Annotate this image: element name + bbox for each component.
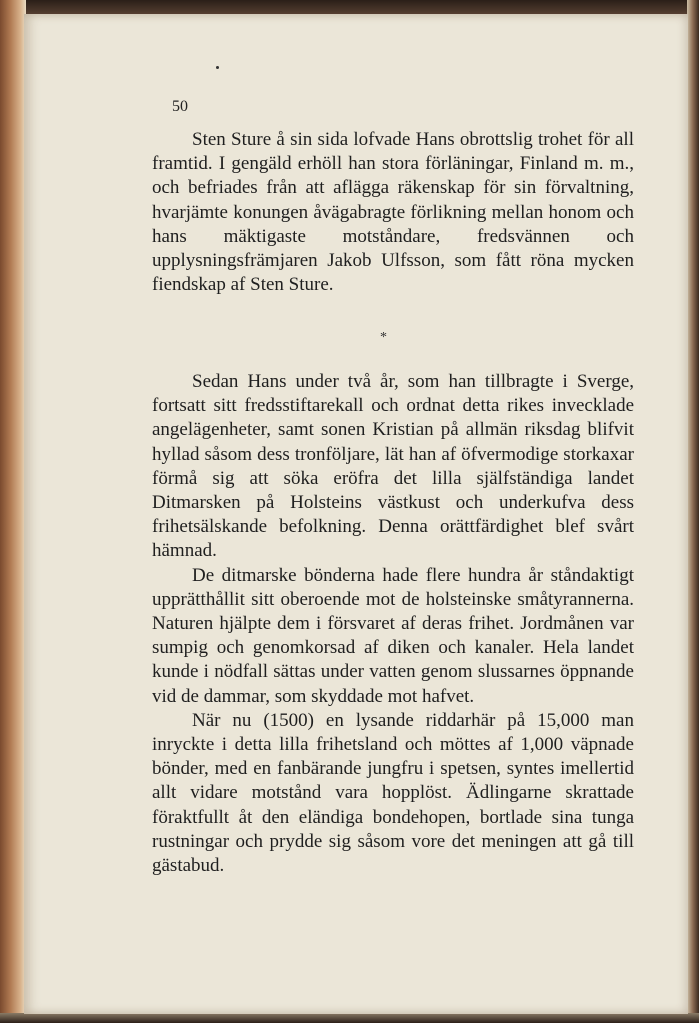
book-right-edge [687, 0, 699, 1023]
paragraph: Sten Sture å sin sida lofvade Hans obrottslig trohet för all framtid. I gengäld erhöll han stora förläningar, Finland m. m., och befriades från att aflägga räkenskap för sin förvaltning, hvarjämte konungen åvägabragte förlikning mellan honom och hans mäktigaste motståndare, fredsvännen och upplysningsfrämjaren Jakob Ulfsson, som fått röna mycken fiendskap af Sten Sture. [152, 129, 634, 296]
paragraph: När nu (1500) en lysande riddarhär på 15,000 man inryckte i detta lilla frihetsland och möttes af 1,000 väpnade bönder, med en fanbärande jungfru i spetsen, syntes imellertid allt vidare motstånd vara hopplöst. Ädlingarne skrattade föraktfullt åt den eländiga bondehopen, bortlade sina tunga rustningar och prydde sig såsom vore det meningen att gå till gästabud. [152, 709, 634, 877]
page-number: 50 [172, 98, 188, 115]
book-bottom-edge [0, 1013, 699, 1023]
ink-speck [216, 66, 219, 69]
page-sheet [24, 14, 688, 1014]
text-block-top [152, 128, 634, 297]
text-block-bottom [152, 370, 634, 878]
paragraph: De ditmarske bönderna hade flere hundra år ståndaktigt upprätthållit sitt oberoende mot de holsteinske småtyrannerna. Naturen hjälpte dem i försvaret af deras frihet. Jordmånen var sumpig och genomkorsad af diken och kanaler. Hela landet kunde i nödfall sättas under vatten genom slussarnes öppnande vid de dammar, som skyddade mot hafvet. [152, 564, 634, 707]
book-spine-edge [0, 0, 26, 1023]
paragraph: Sedan Hans under två år, som han tillbragte i Sverge, fortsatt sitt fredsstiftarekall och ordnat detta rikes invecklade angelägenheter, samt sonen Kristian på allmän riksdag blifvit hyllad såsom dess tronföljare, lät han af öfvermodige storkaxar förmå sig att söka eröfra det lilla själfständiga landet Ditmarsken på Holsteins västkust och underkufva dess frihetsälskande befolkning. Denna orättfärdighet blef svårt hämnad. [152, 371, 634, 562]
section-separator: * [380, 330, 387, 345]
